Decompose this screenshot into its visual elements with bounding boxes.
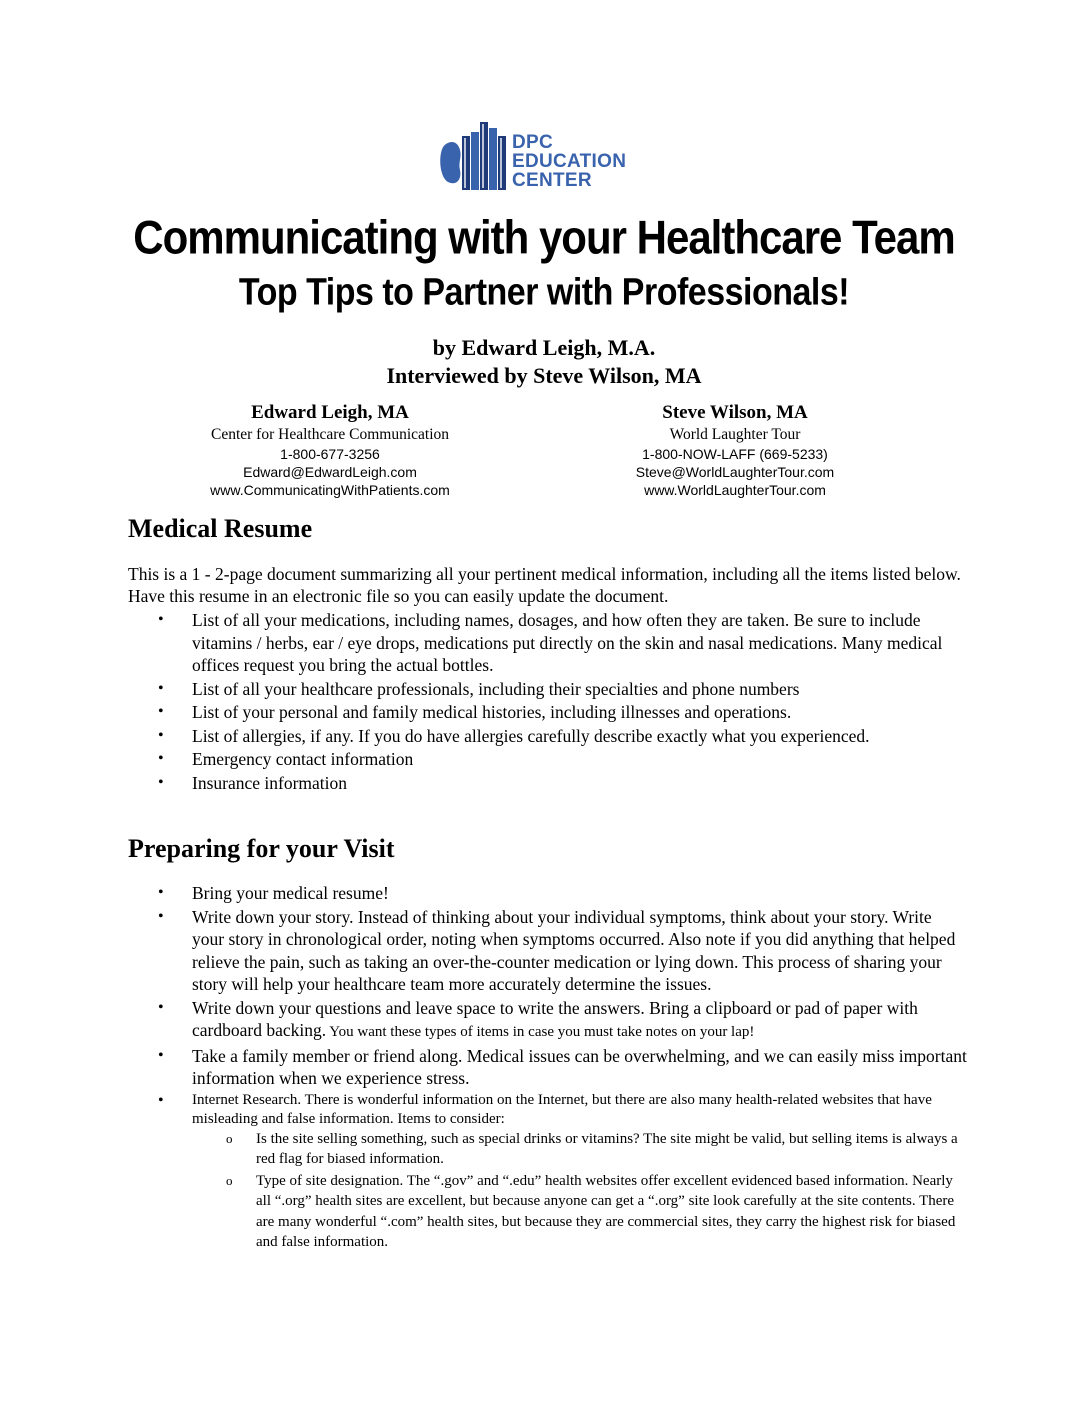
internet-research-sublist bbox=[192, 1129, 968, 1253]
circle-bullet-icon: o bbox=[226, 1130, 233, 1146]
list-item bbox=[128, 997, 968, 1044]
list-item-text: List of all your medications, including names, dosages, and how often they are taken. Be sure to include vitamins / herbs, ear / eye drops, medications put directly on the skin and nasal medications. Many medical offices request you bring the actual bottles. bbox=[192, 610, 943, 675]
contact-organization: Center for Healthcare Communication bbox=[210, 426, 449, 443]
logo-line-3: CENTER bbox=[512, 170, 592, 191]
contact-email: Steve@WorldLaughterTour.com bbox=[635, 464, 835, 480]
bullet-icon: • bbox=[158, 907, 164, 925]
document-subtitle: Top Tips to Partner with Professionals! bbox=[238, 270, 850, 314]
contact-website: www.WorldLaughterTour.com bbox=[644, 482, 826, 498]
bullet-icon: • bbox=[158, 611, 164, 628]
list-item bbox=[128, 1045, 968, 1090]
list-item bbox=[128, 725, 968, 748]
contact-steve-wilson bbox=[590, 401, 880, 499]
document-title: Communicating with your Healthcare Team bbox=[133, 211, 955, 264]
list-item-text: Take a family member or friend along. Medical issues can be overwhelming, and we can easily miss important information when we experience stress. bbox=[192, 1045, 967, 1088]
preparing-list bbox=[128, 882, 968, 1254]
list-item-text: Bring your medical resume! bbox=[192, 883, 389, 903]
contact-email: Edward@EdwardLeigh.com bbox=[243, 464, 417, 480]
author-byline: by Edward Leigh, M.A. bbox=[432, 335, 656, 360]
bullet-icon: • bbox=[158, 679, 164, 697]
list-item-text: List of allergies, if any. If you do have allergies carefully describe exactly what you experienced. bbox=[192, 725, 870, 746]
list-item-text: List of all your healthcare professionals, including their specialties and phone numbers bbox=[192, 678, 800, 699]
list-item bbox=[128, 701, 968, 724]
list-item-text: Internet Research. There is wonderful information on the Internet, but there are also many health-related websites that have misleading and false information. Items to consider: bbox=[192, 1091, 932, 1127]
contact-organization: World Laughter Tour bbox=[669, 426, 801, 443]
list-item bbox=[128, 1091, 968, 1253]
bullet-icon: • bbox=[158, 726, 164, 744]
sub-list-item-text: Is the site selling something, such as special drinks or vitamins? The site might be valid, but selling items is always a red flag for biased information. bbox=[256, 1130, 958, 1167]
logo-books-icon bbox=[440, 118, 520, 198]
sub-list-item bbox=[192, 1129, 968, 1170]
list-item bbox=[128, 678, 968, 701]
section-heading-preparing: Preparing for your Visit bbox=[128, 834, 395, 863]
logo-line-1: DPC bbox=[512, 132, 554, 153]
list-item-text: Write down your story. Instead of thinking about your individual symptoms, think about your story. Write your story in chronological order, noting when symptoms occurred. Also note if you did anything that helped relieve the pain, such as taking an over-the-counter medication or lying down. This process of sharing your story will help your healthcare team more accurately determine the issues. bbox=[192, 906, 956, 994]
dpc-logo bbox=[440, 118, 660, 198]
list-item bbox=[128, 609, 968, 677]
bullet-icon: • bbox=[158, 1091, 164, 1109]
medical-resume-list bbox=[128, 609, 968, 795]
list-item-text: List of your personal and family medical histories, including illnesses and operations. bbox=[192, 702, 792, 722]
medical-resume-intro: This is a 1 - 2-page document summarizing all your pertinent medical information, including all the items listed below. Have this resume in an electronic file so you can easily update the document. bbox=[128, 564, 961, 606]
section-heading-medical-resume: Medical Resume bbox=[128, 514, 313, 543]
list-item-text: Write down your questions and leave space to write the answers. Bring a clipboard or pad of paper with cardboard backing. bbox=[192, 997, 918, 1040]
contact-phone: 1-800-677-3256 bbox=[280, 446, 380, 462]
list-item bbox=[128, 882, 968, 905]
list-item-text: Emergency contact information bbox=[192, 749, 414, 769]
contact-name: Edward Leigh, MA bbox=[251, 402, 409, 423]
bullet-icon: • bbox=[158, 750, 164, 767]
logo-text bbox=[512, 133, 626, 190]
contact-edward-leigh bbox=[150, 401, 510, 499]
interviewer-byline: Interviewed by Steve Wilson, MA bbox=[386, 363, 702, 388]
contact-website: www.CommunicatingWithPatients.com bbox=[210, 482, 450, 498]
sub-list-item-text: Type of site designation. The “.gov” and “.edu” health websites offer excellent evidenced based information. Nearly all “.org” health sites are excellent, but because anyone can get a “.org” site look carefully at the site contents. There are many wonderful “.com” health sites, but because they are commercial sites, they carry the highest risk for biased and false information. bbox=[256, 1172, 956, 1250]
list-item bbox=[128, 748, 968, 771]
circle-bullet-icon: o bbox=[226, 1172, 233, 1188]
bullet-icon: • bbox=[158, 703, 164, 720]
list-item-text: Insurance information bbox=[192, 772, 348, 793]
bullet-icon: • bbox=[158, 1046, 164, 1064]
bullet-icon: • bbox=[158, 884, 164, 901]
sub-list-item bbox=[192, 1171, 968, 1253]
bullet-icon: • bbox=[158, 773, 164, 791]
logo-line-2: EDUCATION bbox=[512, 151, 627, 172]
list-item bbox=[128, 772, 968, 795]
contact-name: Steve Wilson, MA bbox=[662, 402, 808, 423]
list-item-text-small: You want these types of items in case you must take notes on your lap! bbox=[326, 1024, 755, 1040]
list-item bbox=[128, 906, 968, 996]
bullet-icon: • bbox=[158, 998, 164, 1016]
contact-phone: 1-800-NOW-LAFF (669-5233) bbox=[642, 446, 828, 462]
